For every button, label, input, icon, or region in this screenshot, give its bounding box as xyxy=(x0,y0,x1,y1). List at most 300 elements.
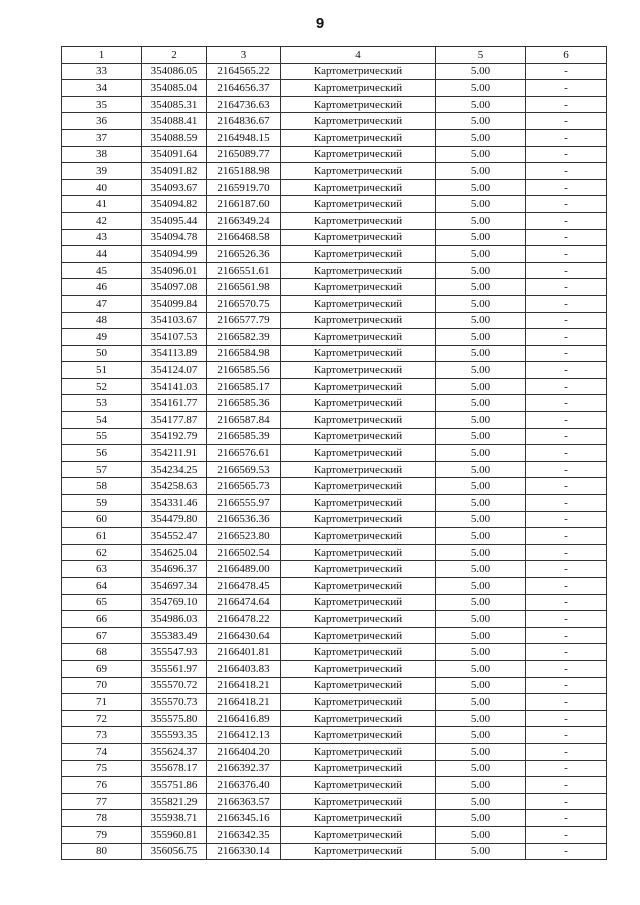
x-coordinate-cell: 354113.89 xyxy=(142,345,207,362)
y-coordinate-cell: 2165919.70 xyxy=(207,179,281,196)
table-row xyxy=(62,362,607,379)
method-cell: Картометрический xyxy=(281,163,436,180)
y-coordinate-cell: 2166576.61 xyxy=(207,445,281,462)
point-number-cell: 75 xyxy=(62,760,142,777)
description-cell: - xyxy=(526,495,607,512)
table-row xyxy=(62,511,607,528)
point-number-cell: 68 xyxy=(62,644,142,661)
table-row xyxy=(62,760,607,777)
method-cell: Картометрический xyxy=(281,378,436,395)
method-cell: Картометрический xyxy=(281,810,436,827)
point-number-cell: 72 xyxy=(62,710,142,727)
table-row xyxy=(62,146,607,163)
point-number-cell: 73 xyxy=(62,727,142,744)
table-row xyxy=(62,129,607,146)
accuracy-cell: 5.00 xyxy=(436,810,526,827)
y-coordinate-cell: 2165089.77 xyxy=(207,146,281,163)
point-number-cell: 60 xyxy=(62,511,142,528)
method-cell: Картометрический xyxy=(281,345,436,362)
accuracy-cell: 5.00 xyxy=(436,843,526,860)
table-row xyxy=(62,528,607,545)
x-coordinate-cell: 354096.01 xyxy=(142,262,207,279)
table-row xyxy=(62,478,607,495)
accuracy-cell: 5.00 xyxy=(436,212,526,229)
table-row xyxy=(62,212,607,229)
point-number-cell: 56 xyxy=(62,445,142,462)
point-number-cell: 42 xyxy=(62,212,142,229)
description-cell: - xyxy=(526,528,607,545)
x-coordinate-cell: 356056.75 xyxy=(142,843,207,860)
y-coordinate-cell: 2166478.45 xyxy=(207,578,281,595)
method-cell: Картометрический xyxy=(281,826,436,843)
y-coordinate-cell: 2166585.39 xyxy=(207,428,281,445)
point-number-cell: 45 xyxy=(62,262,142,279)
point-number-cell: 47 xyxy=(62,295,142,312)
description-cell: - xyxy=(526,312,607,329)
table-row xyxy=(62,826,607,843)
description-cell: - xyxy=(526,163,607,180)
x-coordinate-cell: 355570.73 xyxy=(142,694,207,711)
y-coordinate-cell: 2164736.63 xyxy=(207,96,281,113)
description-cell: - xyxy=(526,810,607,827)
y-coordinate-cell: 2166345.16 xyxy=(207,810,281,827)
y-coordinate-cell: 2164656.37 xyxy=(207,80,281,97)
y-coordinate-cell: 2166392.37 xyxy=(207,760,281,777)
x-coordinate-cell: 355561.97 xyxy=(142,660,207,677)
method-cell: Картометрический xyxy=(281,295,436,312)
method-cell: Картометрический xyxy=(281,113,436,130)
point-number-cell: 78 xyxy=(62,810,142,827)
method-cell: Картометрический xyxy=(281,461,436,478)
x-coordinate-cell: 354086.05 xyxy=(142,63,207,80)
table-row xyxy=(62,312,607,329)
y-coordinate-cell: 2166418.21 xyxy=(207,677,281,694)
accuracy-cell: 5.00 xyxy=(436,760,526,777)
point-number-cell: 54 xyxy=(62,412,142,429)
y-coordinate-cell: 2166551.61 xyxy=(207,262,281,279)
table-row xyxy=(62,694,607,711)
accuracy-cell: 5.00 xyxy=(436,63,526,80)
method-cell: Картометрический xyxy=(281,445,436,462)
description-cell: - xyxy=(526,262,607,279)
table-row xyxy=(62,660,607,677)
accuracy-cell: 5.00 xyxy=(436,196,526,213)
description-cell: - xyxy=(526,179,607,196)
table-row xyxy=(62,229,607,246)
accuracy-cell: 5.00 xyxy=(436,246,526,263)
description-cell: - xyxy=(526,246,607,263)
method-cell: Картометрический xyxy=(281,694,436,711)
y-coordinate-cell: 2166526.36 xyxy=(207,246,281,263)
x-coordinate-cell: 354094.78 xyxy=(142,229,207,246)
method-cell: Картометрический xyxy=(281,743,436,760)
table-row xyxy=(62,611,607,628)
method-cell: Картометрический xyxy=(281,511,436,528)
x-coordinate-cell: 354091.64 xyxy=(142,146,207,163)
description-cell: - xyxy=(526,362,607,379)
table-row xyxy=(62,179,607,196)
point-number-cell: 64 xyxy=(62,578,142,595)
description-cell: - xyxy=(526,727,607,744)
description-cell: - xyxy=(526,611,607,628)
accuracy-cell: 5.00 xyxy=(436,345,526,362)
y-coordinate-cell: 2166478.22 xyxy=(207,611,281,628)
accuracy-cell: 5.00 xyxy=(436,644,526,661)
point-number-cell: 33 xyxy=(62,63,142,80)
accuracy-cell: 5.00 xyxy=(436,412,526,429)
table-row xyxy=(62,743,607,760)
method-cell: Картометрический xyxy=(281,677,436,694)
accuracy-cell: 5.00 xyxy=(436,445,526,462)
y-coordinate-cell: 2166565.73 xyxy=(207,478,281,495)
table-row xyxy=(62,80,607,97)
y-coordinate-cell: 2166502.54 xyxy=(207,544,281,561)
point-number-cell: 37 xyxy=(62,129,142,146)
y-coordinate-cell: 2166570.75 xyxy=(207,295,281,312)
description-cell: - xyxy=(526,826,607,843)
description-cell: - xyxy=(526,478,607,495)
description-cell: - xyxy=(526,461,607,478)
y-coordinate-cell: 2166363.57 xyxy=(207,793,281,810)
y-coordinate-cell: 2166489.00 xyxy=(207,561,281,578)
x-coordinate-cell: 355821.29 xyxy=(142,793,207,810)
point-number-cell: 59 xyxy=(62,495,142,512)
description-cell: - xyxy=(526,428,607,445)
table-row xyxy=(62,777,607,794)
method-cell: Картометрический xyxy=(281,212,436,229)
table-row xyxy=(62,710,607,727)
point-number-cell: 65 xyxy=(62,594,142,611)
description-cell: - xyxy=(526,378,607,395)
description-cell: - xyxy=(526,777,607,794)
method-cell: Картометрический xyxy=(281,611,436,628)
x-coordinate-cell: 355624.37 xyxy=(142,743,207,760)
method-cell: Картометрический xyxy=(281,478,436,495)
point-number-cell: 35 xyxy=(62,96,142,113)
point-number-cell: 46 xyxy=(62,279,142,296)
description-cell: - xyxy=(526,96,607,113)
x-coordinate-cell: 355960.81 xyxy=(142,826,207,843)
y-coordinate-cell: 2166585.56 xyxy=(207,362,281,379)
accuracy-cell: 5.00 xyxy=(436,80,526,97)
table-row xyxy=(62,594,607,611)
x-coordinate-cell: 355547.93 xyxy=(142,644,207,661)
method-cell: Картометрический xyxy=(281,362,436,379)
description-cell: - xyxy=(526,80,607,97)
method-cell: Картометрический xyxy=(281,63,436,80)
accuracy-cell: 5.00 xyxy=(436,129,526,146)
method-cell: Картометрический xyxy=(281,96,436,113)
description-cell: - xyxy=(526,229,607,246)
table-row xyxy=(62,561,607,578)
description-cell: - xyxy=(526,743,607,760)
description-cell: - xyxy=(526,627,607,644)
x-coordinate-cell: 354107.53 xyxy=(142,329,207,346)
x-coordinate-cell: 354094.99 xyxy=(142,246,207,263)
point-number-cell: 50 xyxy=(62,345,142,362)
table-row xyxy=(62,345,607,362)
x-coordinate-cell: 354258.63 xyxy=(142,478,207,495)
method-cell: Картометрический xyxy=(281,495,436,512)
accuracy-cell: 5.00 xyxy=(436,96,526,113)
x-coordinate-cell: 354124.07 xyxy=(142,362,207,379)
point-number-cell: 43 xyxy=(62,229,142,246)
page-number: 9 xyxy=(315,15,325,32)
accuracy-cell: 5.00 xyxy=(436,743,526,760)
point-number-cell: 70 xyxy=(62,677,142,694)
method-cell: Картометрический xyxy=(281,246,436,263)
accuracy-cell: 5.00 xyxy=(436,826,526,843)
table-header xyxy=(62,47,607,64)
accuracy-cell: 5.00 xyxy=(436,329,526,346)
description-cell: - xyxy=(526,677,607,694)
point-number-cell: 67 xyxy=(62,627,142,644)
y-coordinate-cell: 2166376.40 xyxy=(207,777,281,794)
point-number-cell: 61 xyxy=(62,528,142,545)
y-coordinate-cell: 2165188.98 xyxy=(207,163,281,180)
accuracy-cell: 5.00 xyxy=(436,461,526,478)
point-number-cell: 62 xyxy=(62,544,142,561)
y-coordinate-cell: 2166587.84 xyxy=(207,412,281,429)
accuracy-cell: 5.00 xyxy=(436,627,526,644)
table-row xyxy=(62,677,607,694)
y-coordinate-cell: 2166330.14 xyxy=(207,843,281,860)
x-coordinate-cell: 354088.41 xyxy=(142,113,207,130)
point-number-cell: 52 xyxy=(62,378,142,395)
table-row xyxy=(62,63,607,80)
point-number-cell: 79 xyxy=(62,826,142,843)
accuracy-cell: 5.00 xyxy=(436,677,526,694)
accuracy-cell: 5.00 xyxy=(436,793,526,810)
description-cell: - xyxy=(526,395,607,412)
x-coordinate-cell: 354091.82 xyxy=(142,163,207,180)
accuracy-cell: 5.00 xyxy=(436,544,526,561)
method-cell: Картометрический xyxy=(281,428,436,445)
x-coordinate-cell: 354161.77 xyxy=(142,395,207,412)
table-row xyxy=(62,428,607,445)
x-coordinate-cell: 354094.82 xyxy=(142,196,207,213)
table-row xyxy=(62,295,607,312)
table-row xyxy=(62,395,607,412)
table-row xyxy=(62,793,607,810)
y-coordinate-cell: 2164948.15 xyxy=(207,129,281,146)
table-row xyxy=(62,627,607,644)
point-number-cell: 80 xyxy=(62,843,142,860)
x-coordinate-cell: 355678.17 xyxy=(142,760,207,777)
method-cell: Картометрический xyxy=(281,561,436,578)
description-cell: - xyxy=(526,129,607,146)
method-cell: Картометрический xyxy=(281,777,436,794)
accuracy-cell: 5.00 xyxy=(436,262,526,279)
method-cell: Картометрический xyxy=(281,644,436,661)
accuracy-cell: 5.00 xyxy=(436,528,526,545)
table-row xyxy=(62,843,607,860)
column-header: 2 xyxy=(142,47,207,64)
x-coordinate-cell: 355593.35 xyxy=(142,727,207,744)
accuracy-cell: 5.00 xyxy=(436,113,526,130)
table-row xyxy=(62,329,607,346)
point-number-cell: 57 xyxy=(62,461,142,478)
method-cell: Картометрический xyxy=(281,528,436,545)
point-number-cell: 49 xyxy=(62,329,142,346)
y-coordinate-cell: 2166536.36 xyxy=(207,511,281,528)
method-cell: Картометрический xyxy=(281,627,436,644)
point-number-cell: 36 xyxy=(62,113,142,130)
point-number-cell: 44 xyxy=(62,246,142,263)
description-cell: - xyxy=(526,760,607,777)
description-cell: - xyxy=(526,279,607,296)
point-number-cell: 53 xyxy=(62,395,142,412)
description-cell: - xyxy=(526,843,607,860)
x-coordinate-cell: 355575.80 xyxy=(142,710,207,727)
table-row xyxy=(62,578,607,595)
point-number-cell: 41 xyxy=(62,196,142,213)
accuracy-cell: 5.00 xyxy=(436,279,526,296)
method-cell: Картометрический xyxy=(281,578,436,595)
description-cell: - xyxy=(526,212,607,229)
point-number-cell: 66 xyxy=(62,611,142,628)
method-cell: Картометрический xyxy=(281,412,436,429)
x-coordinate-cell: 354331.46 xyxy=(142,495,207,512)
y-coordinate-cell: 2166401.81 xyxy=(207,644,281,661)
point-number-cell: 69 xyxy=(62,660,142,677)
accuracy-cell: 5.00 xyxy=(436,478,526,495)
x-coordinate-cell: 354769.10 xyxy=(142,594,207,611)
y-coordinate-cell: 2166342.35 xyxy=(207,826,281,843)
description-cell: - xyxy=(526,793,607,810)
method-cell: Картометрический xyxy=(281,395,436,412)
accuracy-cell: 5.00 xyxy=(436,561,526,578)
method-cell: Картометрический xyxy=(281,279,436,296)
y-coordinate-cell: 2166412.13 xyxy=(207,727,281,744)
method-cell: Картометрический xyxy=(281,262,436,279)
accuracy-cell: 5.00 xyxy=(436,694,526,711)
table-body xyxy=(62,63,607,860)
description-cell: - xyxy=(526,146,607,163)
description-cell: - xyxy=(526,63,607,80)
point-number-cell: 71 xyxy=(62,694,142,711)
point-number-cell: 55 xyxy=(62,428,142,445)
table-row xyxy=(62,113,607,130)
method-cell: Картометрический xyxy=(281,594,436,611)
method-cell: Картометрический xyxy=(281,727,436,744)
accuracy-cell: 5.00 xyxy=(436,179,526,196)
x-coordinate-cell: 354696.37 xyxy=(142,561,207,578)
x-coordinate-cell: 354211.91 xyxy=(142,445,207,462)
x-coordinate-cell: 354097.08 xyxy=(142,279,207,296)
x-coordinate-cell: 354479.80 xyxy=(142,511,207,528)
accuracy-cell: 5.00 xyxy=(436,727,526,744)
y-coordinate-cell: 2166404.20 xyxy=(207,743,281,760)
x-coordinate-cell: 355383.49 xyxy=(142,627,207,644)
point-number-cell: 38 xyxy=(62,146,142,163)
x-coordinate-cell: 354095.44 xyxy=(142,212,207,229)
method-cell: Картометрический xyxy=(281,760,436,777)
table-row xyxy=(62,727,607,744)
accuracy-cell: 5.00 xyxy=(436,611,526,628)
x-coordinate-cell: 354099.84 xyxy=(142,295,207,312)
method-cell: Картометрический xyxy=(281,229,436,246)
description-cell: - xyxy=(526,578,607,595)
accuracy-cell: 5.00 xyxy=(436,578,526,595)
y-coordinate-cell: 2166585.17 xyxy=(207,378,281,395)
description-cell: - xyxy=(526,345,607,362)
method-cell: Картометрический xyxy=(281,179,436,196)
accuracy-cell: 5.00 xyxy=(436,594,526,611)
method-cell: Картометрический xyxy=(281,80,436,97)
table-row xyxy=(62,644,607,661)
description-cell: - xyxy=(526,660,607,677)
point-number-cell: 34 xyxy=(62,80,142,97)
description-cell: - xyxy=(526,295,607,312)
description-cell: - xyxy=(526,196,607,213)
column-header: 5 xyxy=(436,47,526,64)
table-row xyxy=(62,279,607,296)
y-coordinate-cell: 2166349.24 xyxy=(207,212,281,229)
x-coordinate-cell: 354234.25 xyxy=(142,461,207,478)
description-cell: - xyxy=(526,412,607,429)
x-coordinate-cell: 354552.47 xyxy=(142,528,207,545)
point-number-cell: 48 xyxy=(62,312,142,329)
y-coordinate-cell: 2166416.89 xyxy=(207,710,281,727)
description-cell: - xyxy=(526,561,607,578)
method-cell: Картометрический xyxy=(281,843,436,860)
x-coordinate-cell: 354085.31 xyxy=(142,96,207,113)
table-row xyxy=(62,378,607,395)
method-cell: Картометрический xyxy=(281,196,436,213)
description-cell: - xyxy=(526,113,607,130)
y-coordinate-cell: 2166430.64 xyxy=(207,627,281,644)
method-cell: Картометрический xyxy=(281,710,436,727)
accuracy-cell: 5.00 xyxy=(436,146,526,163)
y-coordinate-cell: 2166582.39 xyxy=(207,329,281,346)
accuracy-cell: 5.00 xyxy=(436,229,526,246)
x-coordinate-cell: 355751.86 xyxy=(142,777,207,794)
description-cell: - xyxy=(526,544,607,561)
description-cell: - xyxy=(526,694,607,711)
accuracy-cell: 5.00 xyxy=(436,660,526,677)
x-coordinate-cell: 354085.04 xyxy=(142,80,207,97)
x-coordinate-cell: 355938.71 xyxy=(142,810,207,827)
point-number-cell: 77 xyxy=(62,793,142,810)
table-row xyxy=(62,262,607,279)
table-row xyxy=(62,461,607,478)
point-number-cell: 39 xyxy=(62,163,142,180)
column-header: 1 xyxy=(62,47,142,64)
y-coordinate-cell: 2166569.53 xyxy=(207,461,281,478)
method-cell: Картометрический xyxy=(281,146,436,163)
x-coordinate-cell: 354141.03 xyxy=(142,378,207,395)
accuracy-cell: 5.00 xyxy=(436,312,526,329)
y-coordinate-cell: 2166523.80 xyxy=(207,528,281,545)
accuracy-cell: 5.00 xyxy=(436,710,526,727)
x-coordinate-cell: 354088.59 xyxy=(142,129,207,146)
description-cell: - xyxy=(526,644,607,661)
column-header: 3 xyxy=(207,47,281,64)
y-coordinate-cell: 2166585.36 xyxy=(207,395,281,412)
table-row xyxy=(62,412,607,429)
y-coordinate-cell: 2166555.97 xyxy=(207,495,281,512)
method-cell: Картометрический xyxy=(281,660,436,677)
y-coordinate-cell: 2166577.79 xyxy=(207,312,281,329)
table-row xyxy=(62,544,607,561)
x-coordinate-cell: 355570.72 xyxy=(142,677,207,694)
table-row xyxy=(62,96,607,113)
x-coordinate-cell: 354177.87 xyxy=(142,412,207,429)
description-cell: - xyxy=(526,445,607,462)
point-number-cell: 58 xyxy=(62,478,142,495)
method-cell: Картометрический xyxy=(281,793,436,810)
